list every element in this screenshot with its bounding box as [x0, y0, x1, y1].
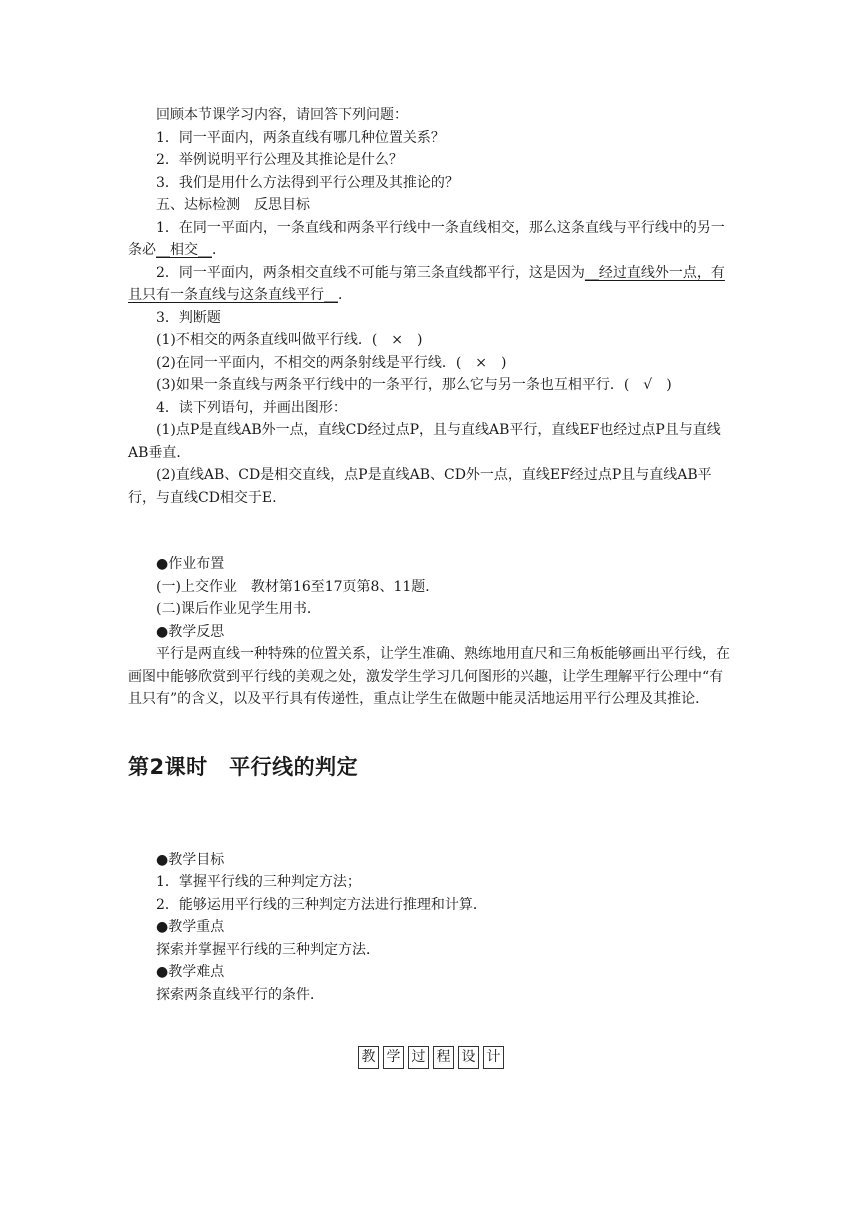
drawing-task-1: (1)点P是直线AB外一点，直线CD经过点P，且与直线AB平行，直线EF也经过点P且与直线AB垂直． — [128, 422, 721, 461]
check-item-1-text: 1．在同一平面内，一条直线和两条平行线中一条直线相交，那么这条直线与平行线中的另一条必 — [128, 219, 725, 258]
review-question-2: 2．举例说明平行公理及其推论是什么？ — [156, 152, 403, 168]
difficulty-heading: ●教学难点 — [156, 964, 225, 980]
design-char-box: 教 — [358, 1046, 379, 1069]
lesson-title: 第2课时 平行线的判定 — [128, 754, 359, 779]
review-intro: 回顾本节课学习内容，请回答下列问题： — [156, 107, 408, 123]
design-char-box: 程 — [433, 1046, 454, 1069]
reflection-text: 平行是两直线一种特殊的位置关系，让学生准确、熟练地用直尺和三角板能够画出平行线，在画图中能够欣赏到平行线的美观之处，激发学生学习几何图形的兴趣，让学生理解平行公理中“有且只有”的含义，以及平行具有传递性，重点让学生在做题中能灵活地运用平行公理及其推论． — [128, 646, 730, 707]
objective-1: 1．掌握平行线的三种判定方法； — [156, 874, 361, 890]
check-item-2-text: 2．同一平面内，两条相交直线不可能与第三条直线都平行，这是因为 — [156, 264, 585, 281]
check-item-4-heading: 4．读下列语句，并画出图形： — [156, 399, 347, 416]
drawing-task-2: (2)直线AB、CD是相交直线，点P是直线AB、CD外一点，直线EF经过点P且与直线AB平行，与直线CD相交于E. — [128, 467, 712, 506]
review-question-1: 1．同一平面内，两条直线有哪几种位置关系？ — [156, 129, 445, 146]
key-points-text: 探索并掌握平行线的三种判定方法． — [156, 941, 380, 958]
true-false-3: (3)如果一条直线与两条平行线中的一条平行，那么它与另一条也互相平行．( √ ) — [156, 377, 672, 393]
key-points-heading: ●教学重点 — [156, 919, 225, 935]
spacer — [128, 509, 734, 553]
homework-line-1: (一)上交作业 教材第16至17页第8、11题． — [156, 578, 440, 595]
spacer — [128, 781, 734, 849]
check-item-3-heading: 3．判断题 — [156, 309, 221, 326]
check-item-1 — [128, 217, 734, 262]
design-char-box: 设 — [458, 1046, 479, 1069]
true-false-2: (2)在同一平面内，不相交的两条射线是平行线．( × ) — [156, 354, 507, 371]
teaching-process-design-banner — [128, 1046, 734, 1069]
check-item-2-answer: __经过直线外一点，有且只有一条直线与这条直线平行__ — [128, 264, 725, 303]
document-page — [128, 104, 734, 1069]
difficulty-text: 探索两条直线平行的条件． — [156, 986, 324, 1003]
objective-2: 2．能够运用平行线的三种判定方法进行推理和计算． — [156, 896, 487, 913]
section5-heading: 五、达标检测 反思目标 — [156, 197, 310, 213]
design-char-box: 过 — [408, 1046, 429, 1069]
spacer — [128, 711, 734, 753]
homework-line-2: (二)课后作业见学生用书． — [156, 601, 321, 617]
review-question-3: 3．我们是用什么方法得到平行公理及其推论的？ — [156, 174, 459, 191]
check-item-2 — [128, 262, 734, 307]
reflection-heading: ●教学反思 — [156, 623, 225, 640]
check-item-2-end: ． — [338, 287, 352, 303]
objectives-heading: ●教学目标 — [156, 851, 225, 868]
design-char-box: 计 — [483, 1046, 504, 1069]
true-false-1: (1)不相交的两条直线叫做平行线．( × ) — [156, 332, 423, 348]
design-char-box: 学 — [383, 1046, 404, 1069]
check-item-1-answer: __相交__ — [156, 242, 212, 258]
homework-heading: ●作业布置 — [156, 556, 225, 572]
check-item-1-end: ． — [212, 242, 226, 258]
spacer — [128, 1006, 734, 1046]
